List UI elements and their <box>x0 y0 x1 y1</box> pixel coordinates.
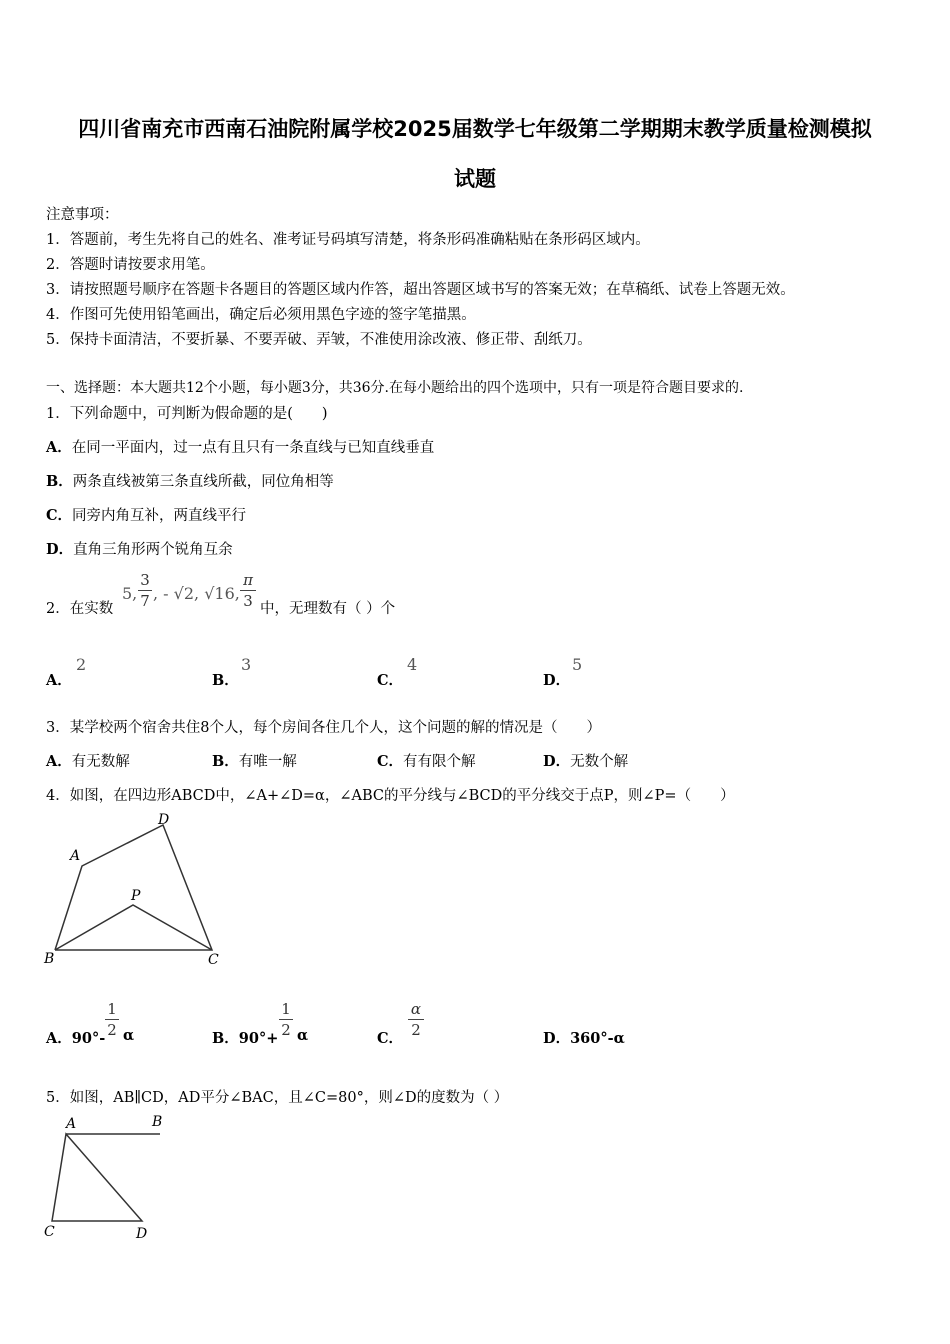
option-label: A． <box>46 672 72 689</box>
fraction-one-half <box>279 1000 293 1039</box>
fraction-3-7 <box>138 571 152 610</box>
fraction-numerator: α <box>410 1000 422 1018</box>
option-c <box>46 504 246 525</box>
option-label: D． <box>46 541 74 558</box>
option-suffix: α <box>123 1027 135 1044</box>
vertex-label-a: A <box>70 848 81 864</box>
option-d <box>543 1027 625 1048</box>
question-stem: 3．某学校两个宿舍共住8个人，每个房间各住几个人，这个问题的解的情况是（ ） <box>46 720 601 736</box>
quadrilateral-figure <box>40 808 240 973</box>
option-label: C． <box>377 753 404 770</box>
option-c <box>377 1027 403 1048</box>
triangle-acd <box>52 1134 142 1221</box>
page-title: 四川省南充市西南石油院附属学校2025届数学七年级第二学期期末教学质量检测模拟 <box>78 117 872 141</box>
option-label: B． <box>212 672 239 689</box>
question-stem: 4．如图，在四边形ABCD中，∠A+∠D=α，∠ABC的平分线与∠BCD的平分线交于点P，则∠P=（ ） <box>46 788 735 804</box>
option-label: D． <box>543 672 571 689</box>
option-text: 有唯一解 <box>238 754 297 770</box>
option-value: 4 <box>407 655 418 674</box>
question-stem: 1．下列命题中，可判断为假命题的是( ) <box>46 406 328 422</box>
option-b <box>46 470 334 491</box>
vertex-label-b: B <box>44 951 55 967</box>
option-text: 有有限个解 <box>403 754 476 770</box>
option-prefix: 360°-α <box>570 1030 625 1047</box>
notice-item: 4．作图可先使用铅笔画出，确定后必须用黑色字迹的签字笔描黑。 <box>46 307 476 323</box>
option-label: D． <box>543 1030 571 1047</box>
point-label-b: B <box>152 1114 163 1130</box>
section-heading: 一、选择题：本大题共12个小题，每小题3分，共36分.在每小题给出的四个选项中，只有一项是符合题目要求的. <box>46 380 744 396</box>
question-stem-post: 中，无理数有（ ）个 <box>260 601 396 617</box>
option-b <box>212 750 297 771</box>
notice-item: 2．答题时请按要求用笔。 <box>46 257 215 273</box>
fraction-numerator: 1 <box>107 1000 117 1018</box>
notice-heading: 注意事项： <box>46 207 119 223</box>
fraction-denominator: 2 <box>107 1021 117 1039</box>
vertex-label-d: D <box>158 812 170 828</box>
option-label: A． <box>46 439 72 456</box>
page-title-line2: 试题 <box>454 167 496 191</box>
fraction-numerator: π <box>243 571 253 589</box>
notice-item: 1．答题前，考生先将自己的姓名、准考证号码填写清楚，将条形码准确粘贴在条形码区域内。 <box>46 232 650 248</box>
parallel-lines-figure <box>40 1112 180 1244</box>
option-a <box>46 436 434 457</box>
question-stem-pre: 2．在实数 <box>46 601 114 617</box>
option-label: B． <box>46 473 73 490</box>
point-label-d: D <box>136 1226 148 1242</box>
notice-item: 5．保持卡面清洁，不要折暴、不要弄破、弄皱，不准使用涂改液、修正带、刮纸刀。 <box>46 332 592 348</box>
fraction-denominator: 7 <box>140 592 150 610</box>
question-stem: 5．如图，AB∥CD，AD平分∠BAC，且∠C=80°，则∠D的度数为（ ） <box>46 1090 509 1106</box>
fraction-denominator: 2 <box>281 1021 291 1039</box>
option-d <box>543 750 628 771</box>
option-text: 同旁内角互补，两直线平行 <box>72 508 247 524</box>
option-label: A． <box>46 753 72 770</box>
option-d <box>46 538 233 559</box>
option-label: C． <box>377 672 404 689</box>
option-a <box>46 1027 105 1048</box>
fraction-denominator: 2 <box>411 1021 421 1039</box>
option-text: 两条直线被第三条直线所截，同位角相等 <box>72 474 334 490</box>
option-text: 有无数解 <box>71 754 130 770</box>
math-expression: 5, <box>122 584 138 603</box>
option-prefix: 90°- <box>71 1030 106 1047</box>
option-label: A． <box>46 1030 72 1047</box>
bisector-lines <box>55 905 212 950</box>
option-text: 无数个解 <box>570 754 629 770</box>
option-b <box>212 1027 278 1048</box>
fraction-one-half <box>105 1000 119 1039</box>
option-label: B． <box>212 1030 239 1047</box>
option-prefix: 90°+ <box>238 1030 279 1047</box>
vertex-label-c: C <box>208 952 219 968</box>
fraction-numerator: 3 <box>140 571 150 589</box>
option-value: 3 <box>241 655 252 674</box>
option-suffix: α <box>297 1027 309 1044</box>
fraction-numerator: 1 <box>281 1000 291 1018</box>
option-label: C． <box>377 1030 404 1047</box>
option-a <box>46 750 130 771</box>
fraction-pi-3 <box>240 571 256 610</box>
fraction-denominator: 3 <box>243 592 253 610</box>
option-label: C． <box>46 507 73 524</box>
option-c <box>377 750 476 771</box>
option-label: B． <box>212 753 239 770</box>
math-expression: , - √2, √16, <box>153 584 240 603</box>
option-value: 5 <box>572 655 583 674</box>
notice-item: 3．请按照题号顺序在答题卡各题目的答题区域内作答，超出答题区域书写的答案无效；在草稿纸、试卷上答题无效。 <box>46 282 795 298</box>
point-label-p: P <box>131 888 141 904</box>
option-text: 直角三角形两个锐角互余 <box>73 542 233 558</box>
fraction-alpha-half <box>408 1000 424 1039</box>
option-text: 在同一平面内，过一点有且只有一条直线与已知直线垂直 <box>71 440 435 456</box>
option-value: 2 <box>76 655 87 674</box>
point-label-c: C <box>44 1224 55 1240</box>
point-label-a: A <box>66 1116 77 1132</box>
option-label: D． <box>543 753 571 770</box>
